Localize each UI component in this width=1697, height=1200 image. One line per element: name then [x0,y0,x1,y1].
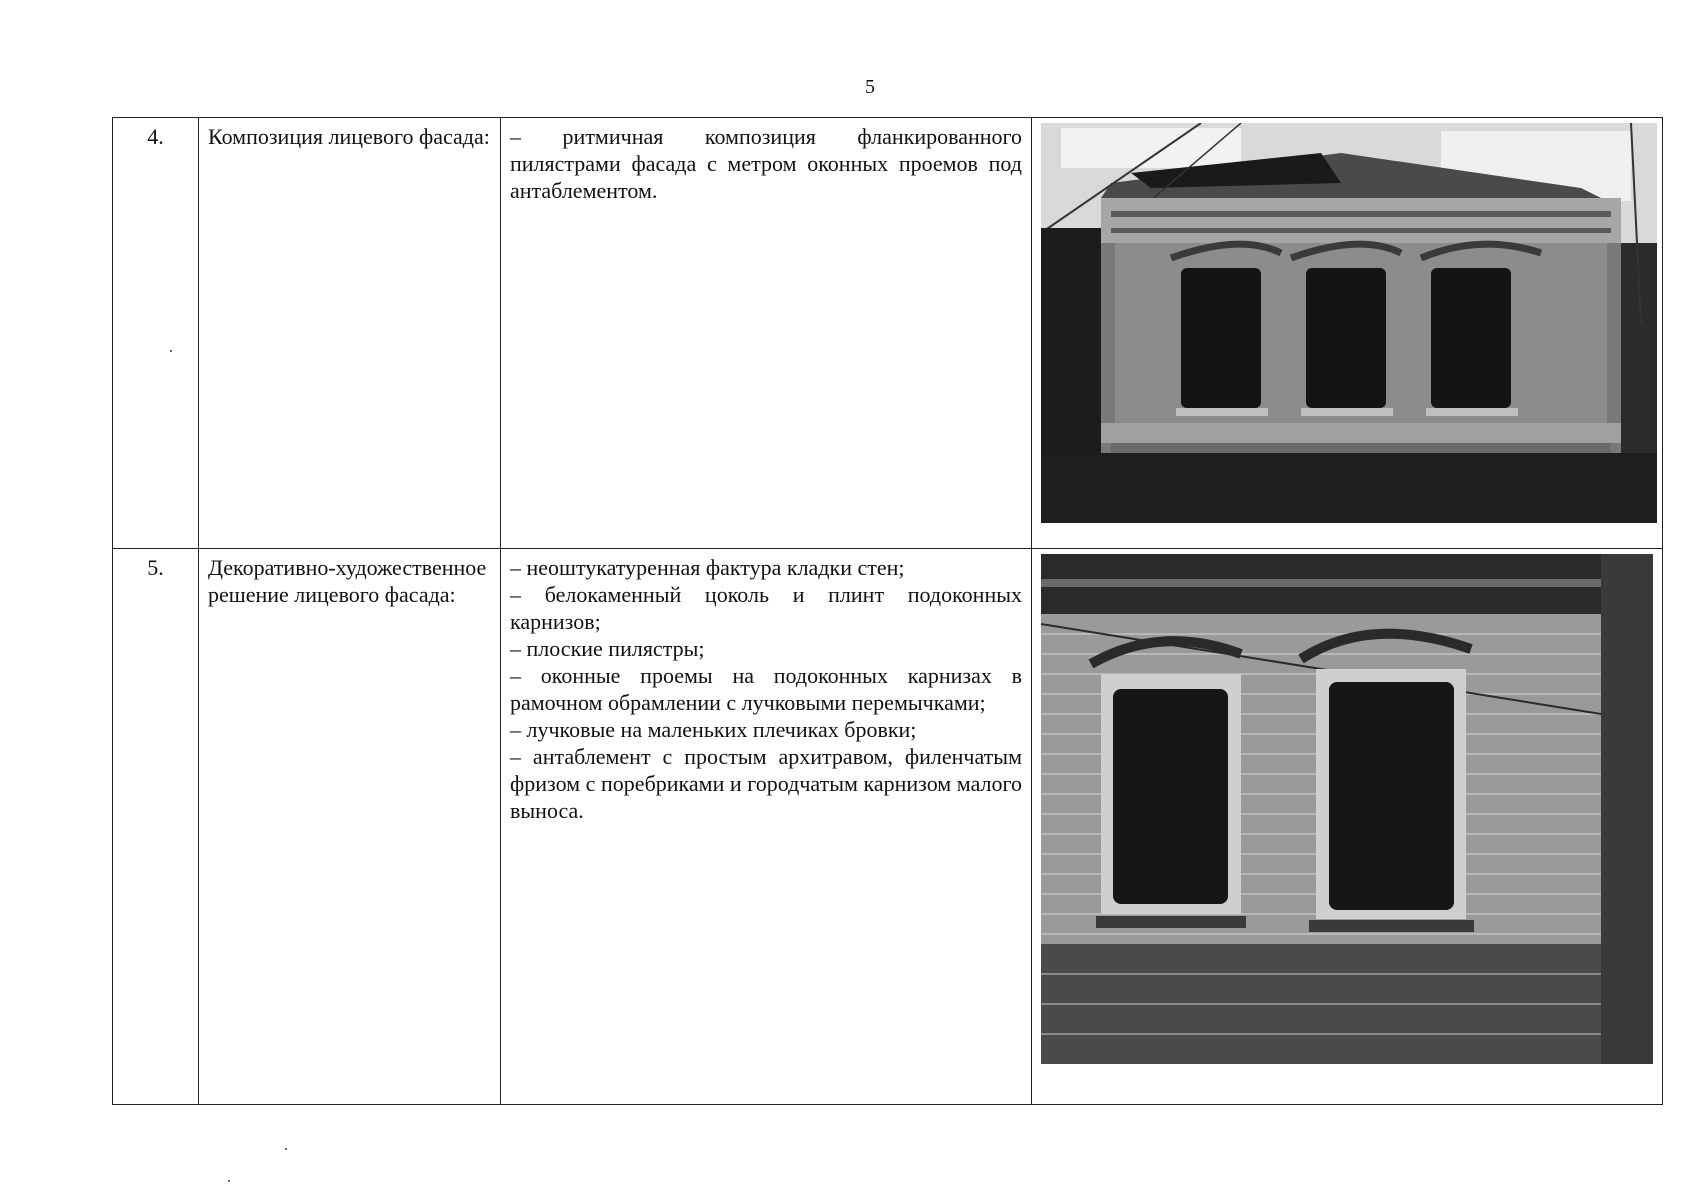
description-item: – неоштукатуренная фактура кладки стен; [510,555,905,580]
row-number: 5. [113,549,199,1105]
description-item: – ритмичная композиция фланкированного пилястрами фасада с метром оконных проемов под антаблементом. [510,124,1022,203]
scan-speck [285,1148,287,1150]
description-item: – плоские пилястры; [510,636,705,661]
row-title: Декоративно-художественное решение лицевого фасада: [199,549,501,1105]
row-description [501,549,1032,1105]
row-number: 4. [113,118,199,549]
description-item: – белокаменный цоколь и плинт подоконных карнизов; [510,582,1022,634]
page-number: 5 [865,76,875,98]
description-item: – антаблемент с простым архитравом, филенчатым фризом с поребриками и городчатым карнизом малого выноса. [510,744,1022,823]
table-row [113,549,1663,1105]
building-facade-photo [1041,123,1653,523]
table-row [113,118,1663,549]
facade-windows-photo [1041,554,1653,1064]
photo-cell [1032,118,1663,549]
heritage-table [112,117,1663,1105]
row-description [501,118,1032,549]
photo-cell [1032,549,1663,1105]
description-item: – лучковые на маленьких плечиках бровки; [510,717,917,742]
scan-speck [170,350,172,352]
scan-speck [228,1180,230,1182]
description-item: – оконные проемы на подоконных карнизах в рамочном обрамлении с лучковыми перемычками; [510,663,1022,715]
row-title: Композиция лицевого фасада: [199,118,501,549]
